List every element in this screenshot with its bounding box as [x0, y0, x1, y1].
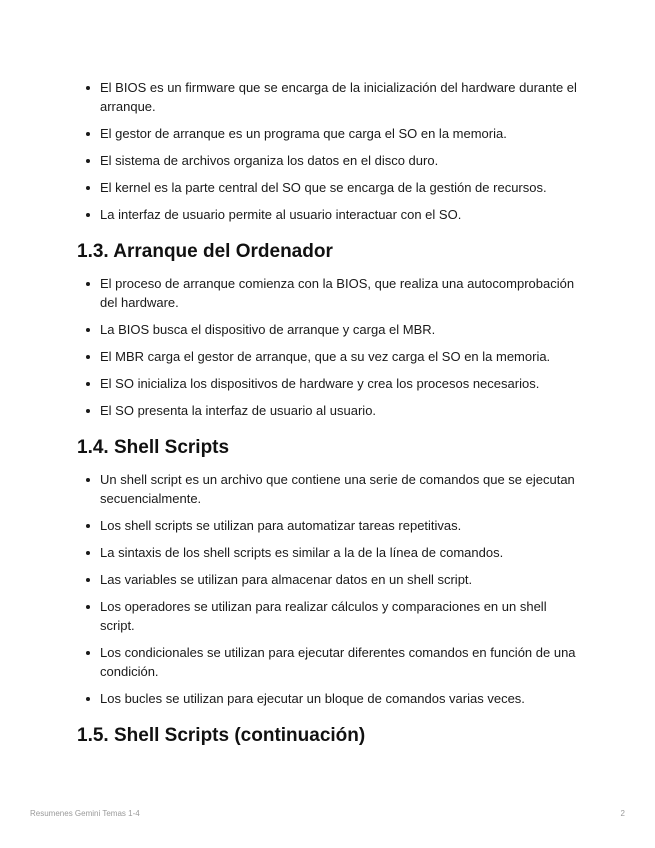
list-item: Los operadores se utilizan para realizar cálculos y comparaciones en un shell script.: [77, 597, 582, 635]
list-item: El gestor de arranque es un programa que carga el SO en la memoria.: [77, 124, 582, 143]
list-item: Las variables se utilizan para almacenar datos en un shell script.: [77, 570, 582, 589]
section-heading-shell-scripts-continuacion: 1.5. Shell Scripts (continuación): [77, 725, 366, 746]
list-item: Un shell script es un archivo que contiene una serie de comandos que se ejecutan secuencialmente.: [77, 470, 582, 508]
list-item: El kernel es la parte central del SO que se encarga de la gestión de recursos.: [77, 178, 582, 197]
intro-bullet-list: [77, 78, 582, 224]
list-item: Los shell scripts se utilizan para automatizar tareas repetitivas.: [77, 516, 582, 535]
list-item: El MBR carga el gestor de arranque, que a su vez carga el SO en la memoria.: [77, 347, 582, 366]
section-heading-shell-scripts: 1.4. Shell Scripts: [77, 437, 230, 458]
list-item: La interfaz de usuario permite al usuario interactuar con el SO.: [77, 205, 582, 224]
list-item: La sintaxis de los shell scripts es similar a la de la línea de comandos.: [77, 543, 582, 562]
shell-scripts-bullet-list: [77, 470, 582, 708]
list-item: La BIOS busca el dispositivo de arranque y carga el MBR.: [77, 320, 582, 339]
page-content: [77, 78, 582, 758]
list-item: El SO presenta la interfaz de usuario al usuario.: [77, 401, 582, 420]
section-heading-arranque: 1.3. Arranque del Ordenador: [77, 241, 333, 262]
arranque-bullet-list: [77, 274, 582, 420]
footer-document-title: Resumenes Gemini Temas 1-4: [30, 809, 140, 818]
footer-page-number: 2: [620, 809, 625, 818]
list-item: Los bucles se utilizan para ejecutar un bloque de comandos varias veces.: [77, 689, 582, 708]
list-item: El SO inicializa los dispositivos de hardware y crea los procesos necesarios.: [77, 374, 582, 393]
list-item: El proceso de arranque comienza con la BIOS, que realiza una autocomprobación del hardware.: [77, 274, 582, 312]
list-item: El BIOS es un firmware que se encarga de la inicialización del hardware durante el arranque.: [77, 78, 582, 116]
list-item: El sistema de archivos organiza los datos en el disco duro.: [77, 151, 582, 170]
list-item: Los condicionales se utilizan para ejecutar diferentes comandos en función de una condición.: [77, 643, 582, 681]
